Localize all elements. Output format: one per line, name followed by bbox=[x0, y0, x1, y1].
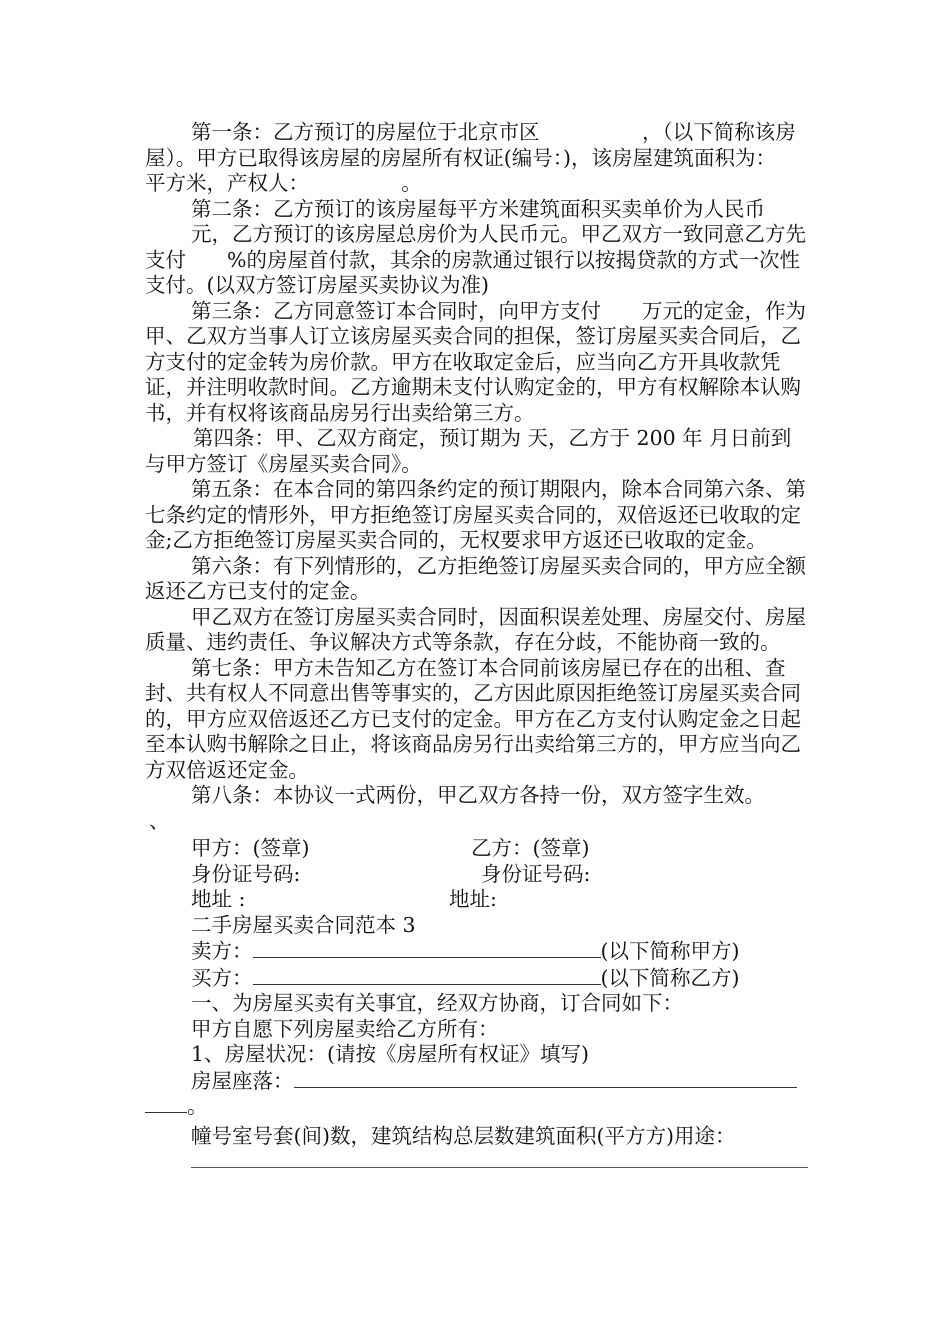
building-info-line: 幢号室号套(间)数，建筑结构总层数建筑面积(平方方)用途： bbox=[191, 1123, 736, 1148]
building-info-blank bbox=[191, 1149, 808, 1168]
signature-row bbox=[145, 836, 810, 862]
article-3: 第三条：乙方同意签订本合同时，向甲方支付 万元的定金，作为甲、乙双方当事人订立该房屋买卖合同的担保，签订房屋买卖合同后，乙方支付的定金转为房价款。甲方在收取定金后，应当向乙方开具收款凭证，并注明收款时间。乙方逾期未支付认购定金的，甲方有权解除本认购书，并有权将该商品房另行出卖给第三方。 bbox=[145, 298, 806, 425]
buyer-suffix: (以下简称乙方) bbox=[600, 965, 740, 990]
party-a-address: 地址 : bbox=[191, 887, 246, 911]
article-8: 第八条：本协议一式两份，甲乙双方各持一份，双方签字生效。 bbox=[191, 783, 765, 807]
stray-mark: 、 bbox=[149, 808, 170, 833]
buyer-label: 买方： bbox=[191, 965, 253, 990]
clause-1-detail: 甲方自愿下列房屋卖给乙方所有： bbox=[191, 1016, 499, 1041]
party-a-id: 身份证号码: bbox=[191, 861, 301, 886]
contract-3-title: 二手房屋买卖合同范本 3 bbox=[191, 912, 416, 937]
contract-page bbox=[145, 120, 848, 1168]
party-b-seal: 乙方：(签章) bbox=[471, 836, 590, 860]
article-2-continued: 元，乙方预订的该房屋总房价为人民币元。甲乙双方一致同意乙方先支付 %的房屋首付款，其余的房款通过银行以按揭贷款的方式一次性支付。(以双方签订房屋买卖协议为准) bbox=[145, 222, 806, 297]
seller-suffix: (以下简称甲方) bbox=[600, 939, 740, 963]
buyer-blank bbox=[253, 965, 601, 985]
address-row bbox=[145, 887, 810, 913]
seller-line bbox=[145, 938, 810, 965]
article-1: 第一条：乙方预订的房屋位于北京市区 ，（以下简称该房屋）。甲方已取得该房屋的房屋所有权证(编号：)，该房屋建筑面积为： 平方米，产权人： 。 bbox=[145, 120, 848, 195]
article-6: 第六条：有下列情形的，乙方拒绝签订房屋买卖合同的，甲方应全额返还乙方已支付的定金。 bbox=[145, 553, 806, 603]
article-7: 第七条：甲方未告知乙方在签订本合同前该房屋已存在的出租、查封、共有权人不同意出售等事实的，乙方因此原因拒绝签订房屋买卖合同的，甲方应双倍返还乙方已支付的定金。甲方在乙方支付认购定金之日起至本认购书解除之日止，将该商品房另行出卖给第三方的，甲方应当向乙方双倍返还定金。 bbox=[145, 655, 801, 782]
article-6-detail: 甲乙双方在签订房屋买卖合同时，因面积误差处理、房屋交付、房屋质量、违约责任、争议解决方式等条款，存在分歧，不能协商一致的。 bbox=[145, 604, 806, 654]
location-end: 。 bbox=[187, 1094, 208, 1118]
location-label: 房屋座落： bbox=[191, 1068, 294, 1093]
location-blank bbox=[294, 1068, 797, 1088]
party-b-id: 身份证号码: bbox=[481, 861, 591, 886]
party-b-address: 地址: bbox=[449, 887, 497, 911]
location-blank-continued bbox=[145, 1098, 187, 1113]
article-5: 第五条：在本合同的第四条约定的预订期限内，除本合同第六条、第七条约定的情形外，甲方拒绝签订房屋买卖合同的，双倍返还已收取的定金;乙方拒绝签订房屋买卖合同的，无权要求甲方返还已收取的定金。 bbox=[145, 477, 806, 552]
party-a-seal: 甲方：(签章) bbox=[191, 836, 310, 860]
buyer-line bbox=[145, 965, 810, 992]
item-1: 1、房屋状况：(请按《房屋所有权证》填写) bbox=[191, 1042, 590, 1066]
location-line bbox=[145, 1068, 810, 1095]
id-number-row bbox=[145, 862, 810, 888]
article-4: 第四条：甲、乙双方商定，预订期为 天，乙方于 200 年 月日前到 与甲方签订《房屋买卖合同》。 bbox=[145, 426, 792, 476]
location-end-line bbox=[145, 1094, 810, 1120]
clause-1: 一、为房屋买卖有关事宜，经双方协商，订合同如下： bbox=[191, 991, 683, 1015]
seller-label: 卖方： bbox=[191, 939, 253, 963]
seller-blank bbox=[253, 938, 601, 958]
article-2: 第二条：乙方预订的该房屋每平方米建筑面积买卖单价为人民币 bbox=[191, 196, 765, 221]
